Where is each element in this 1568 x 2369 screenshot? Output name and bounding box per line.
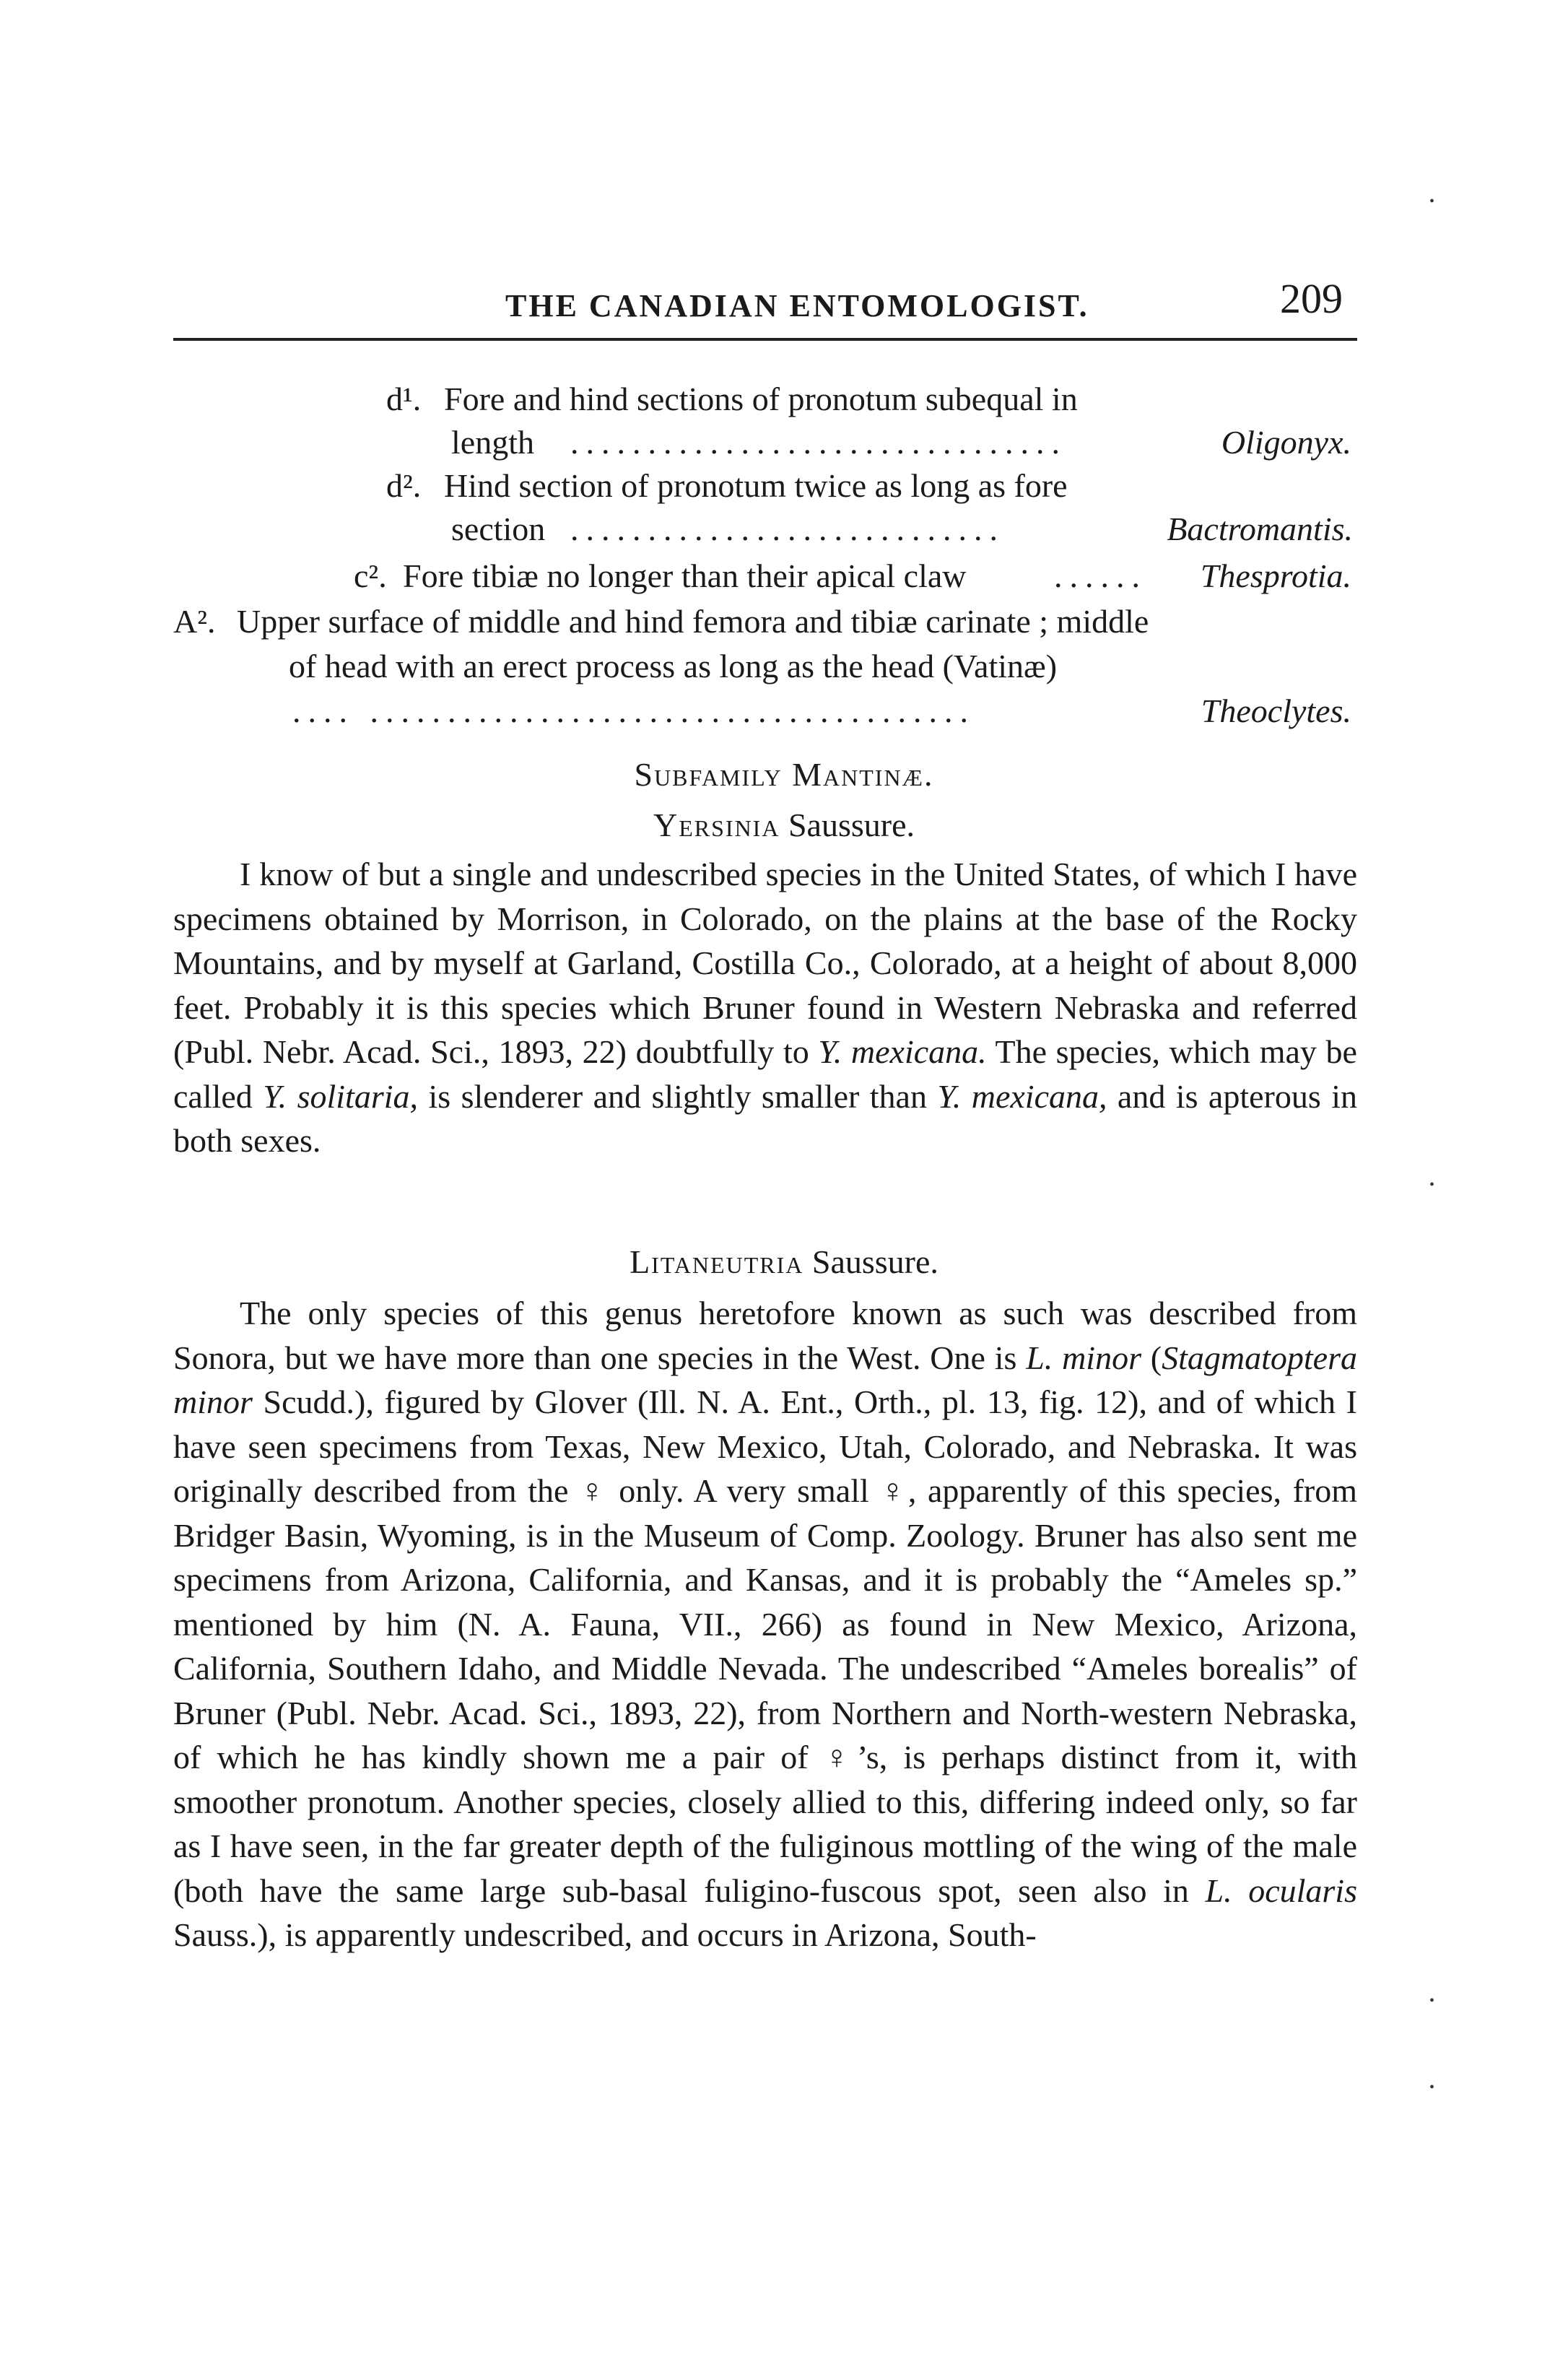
header-rule	[173, 338, 1357, 341]
paragraph-text: (	[1141, 1339, 1162, 1376]
paragraph-text: I know of but a single and undescribed species in the United States, of which I have specimens obtained by Morrison, in Colorado, on the plains at the base of the Rocky Mountains, and by myself at Garland, Costilla Co., Colorado, at a height of about 8,000 feet. Probably it is this species which Bruner found in Western Nebraska and referred (Publ. Nebr. Acad. Sci., 1893, 22) doubtfully to	[173, 856, 1357, 1070]
page-number: 209	[1280, 275, 1343, 322]
genus-name: Yersinia	[653, 807, 780, 843]
species-name: Y. mexicana.	[818, 1033, 987, 1070]
key-entry-d1-label: d¹.	[386, 381, 422, 417]
key-entry-d2-label: d².	[386, 467, 422, 504]
genus-author: Saussure.	[811, 1243, 938, 1280]
key-entry-a2-dots: .... .......................................	[292, 692, 975, 729]
margin-dot: •	[1429, 1993, 1435, 2009]
running-head: THE CANADIAN ENTOMOLOGIST.	[505, 288, 1089, 323]
key-entry-d2-genus: Bactromantis.	[1167, 510, 1353, 547]
genus-heading-yersinia	[0, 805, 1568, 846]
key-entry-a2-genus: Theoclytes.	[1201, 692, 1351, 729]
key-entry-c2-genus: Thesprotia.	[1200, 557, 1351, 594]
subfamily-heading: Subfamily Mantinæ.	[634, 756, 934, 793]
page-header	[173, 194, 1357, 323]
margin-dot: •	[1429, 194, 1435, 209]
key-entry-d2-line2: section	[451, 510, 546, 547]
paragraph-text: Scudd.), figured by Glover (Ill. N. A. Ent., Orth., pl. 13, fig. 12), and of which I have seen specimens from Texas, New Mexico, Utah, Colorado, and Nebraska. It was originally described from the ♀ only. A very small ♀, apparently of this species, from Bridger Basin, Wyoming, is in the Museum of Comp. Zoology. Bruner has also sent me specimens from Arizona, California, and Kansas, and it is probably the “Ameles sp.” mentioned by him (N. A. Fauna, VII., 266) as found in New Mexico, Arizona, California, Southern Idaho, and Middle Nevada. The undescribed “Ameles borealis” of Bruner (Publ. Nebr. Acad. Sci., 1893, 22), from Northern and North-western Nebraska, of which he has kindly shown me a pair of ♀’s, is perhaps distinct from it, with smoother pronotum. Another species, closely allied to this, differing indeed only, so far as I have seen, in the far greater depth of the fuliginous mottling of the wing of the male (both have the same large sub-basal fuligino-fuscous spot, seen also in	[173, 1383, 1357, 1909]
paragraph-litaneutria	[173, 1291, 1357, 1957]
genus-author: Saussure.	[788, 807, 915, 843]
species-name: L. ocularis	[1205, 1872, 1357, 1909]
key-entry-d2-dots: ............................	[570, 510, 1005, 547]
key-entry-c2-label: c².	[354, 557, 387, 594]
key-entry-d1-line2: length	[451, 424, 534, 461]
species-name: Y. solitaria,	[263, 1077, 418, 1115]
genus-heading-litaneutria	[0, 1242, 1568, 1282]
paragraph-yersinia	[173, 852, 1357, 1163]
paragraph-text: The species, which may be called	[173, 1033, 1357, 1115]
species-name: Stagmatoptera minor	[173, 1339, 1357, 1420]
genus-name: Litaneutria	[630, 1243, 804, 1280]
key-entry-c2-dots: ......	[1054, 557, 1147, 594]
species-name: Y. mexicana,	[937, 1077, 1107, 1115]
key-entry-d2-line1: Hind section of pronotum twice as long as fore	[444, 467, 1068, 504]
paragraph-text: Sauss.), is apparently undescribed, and occurs in Arizona, South-	[173, 1916, 1037, 1953]
key-entry-d1-dots: ................................	[570, 424, 1067, 461]
species-name: L. minor	[1026, 1339, 1141, 1376]
paragraph-text: is slenderer and slightly smaller than	[418, 1077, 938, 1115]
key-entry-c2-line1: Fore tibiæ no longer than their apical claw	[403, 557, 967, 594]
paragraph-text: and is apterous in both sexes.	[173, 1077, 1357, 1159]
margin-dot: •	[1429, 1177, 1435, 1193]
key-entry-d1-line1: Fore and hind sections of pronotum subequal in	[444, 381, 1078, 417]
key-entry-a2-label: A².	[173, 603, 216, 640]
key-entry-d1-genus: Oligonyx.	[1221, 424, 1351, 461]
key-entry-a2-line2: of head with an erect process as long as the head (Vatinæ)	[289, 648, 1058, 684]
key-entry-a2-line1: Upper surface of middle and hind femora and tibiæ carinate ; middle	[237, 603, 1149, 640]
paragraph-text: The only species of this genus heretofore known as such was described from Sonora, but we have more than one species in the West. One is	[173, 1295, 1357, 1376]
margin-dot: •	[1429, 2079, 1435, 2095]
